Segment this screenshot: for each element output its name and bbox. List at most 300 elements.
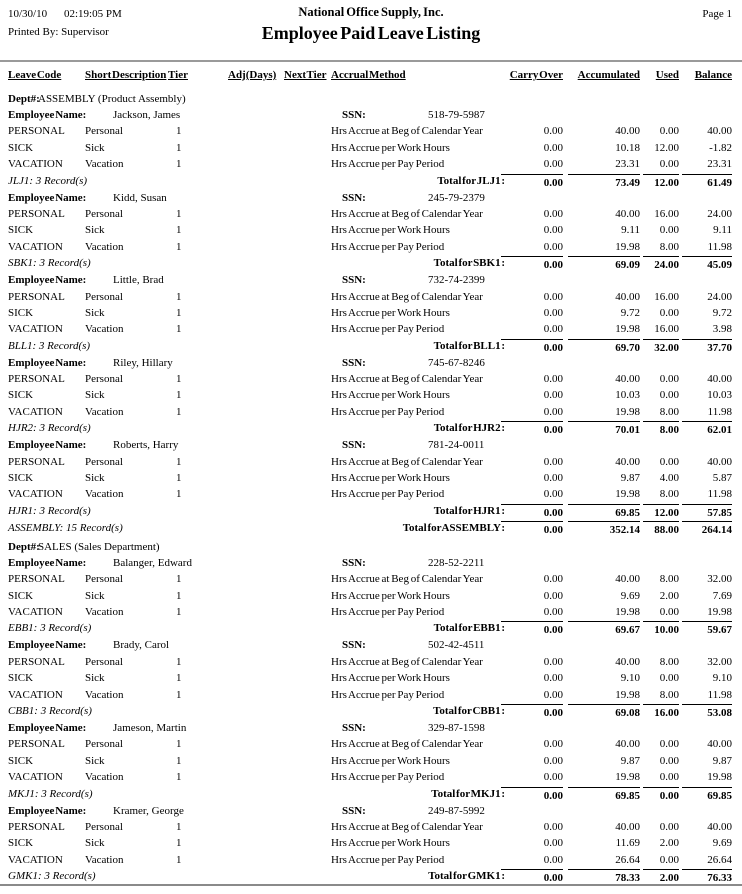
employee-name-label: Employee Name:	[8, 639, 87, 652]
carry-over-cell: 0.00	[543, 488, 563, 501]
accrual-method-cell: Hrs Accrue per Work Hours	[331, 472, 450, 485]
accumulated-cell: 23.31	[615, 158, 640, 171]
leave-row	[0, 123, 742, 139]
leave-description-cell: Personal	[85, 738, 123, 751]
leave-row	[0, 588, 742, 604]
carry-over-cell: 0.00	[543, 820, 563, 833]
leave-row	[0, 289, 742, 305]
accrual-method-cell: Hrs Accrue per Pay Period	[331, 688, 445, 701]
total-carry-over: 0.00	[501, 621, 563, 638]
employee-name-label: Employee Name:	[8, 804, 87, 817]
balance-cell: 24.00	[707, 207, 732, 220]
accumulated-cell: 19.98	[615, 688, 640, 701]
total-balance: 61.49	[682, 174, 732, 191]
leave-description-cell: Vacation	[85, 853, 124, 866]
used-cell: 8.00	[659, 688, 679, 701]
accrual-method-cell: Hrs Accrue at Beg of Calendar Year	[331, 125, 483, 138]
leave-row	[0, 470, 742, 486]
total-row	[0, 868, 742, 885]
accrual-method-cell: Hrs Accrue per Work Hours	[331, 224, 450, 237]
employee-row	[0, 803, 742, 819]
total-balance: 264.14	[682, 521, 732, 538]
leave-row	[0, 321, 742, 337]
department-row	[0, 540, 742, 555]
total-used: 88.00	[643, 521, 679, 538]
accumulated-cell: 40.00	[615, 125, 640, 138]
leave-code-cell: PERSONAL	[8, 290, 65, 303]
used-cell: 12.00	[654, 141, 679, 154]
employee-name: Kidd, Susan	[113, 191, 167, 204]
leave-row	[0, 852, 742, 868]
tier-cell: 1	[176, 158, 182, 171]
total-used: 2.00	[643, 869, 679, 886]
balance-cell: 11.98	[707, 688, 732, 701]
leave-row	[0, 305, 742, 321]
total-label: Total for JLJ1 :	[437, 174, 505, 187]
leave-code-cell: VACATION	[8, 688, 63, 701]
employee-row	[0, 720, 742, 736]
carry-over-cell: 0.00	[543, 290, 563, 303]
tier-cell: 1	[176, 655, 182, 668]
employee-name: Little, Brad	[113, 274, 164, 287]
total-carry-over: 0.00	[501, 339, 563, 356]
leave-code-cell: VACATION	[8, 853, 63, 866]
total-used: 12.00	[643, 504, 679, 521]
used-cell: 8.00	[659, 655, 679, 668]
leave-description-cell: Vacation	[85, 405, 124, 418]
leave-row	[0, 239, 742, 255]
employee-name: Roberts, Harry	[113, 439, 179, 452]
accumulated-cell: 9.72	[620, 306, 640, 319]
accumulated-cell: 40.00	[615, 207, 640, 220]
tier-cell: 1	[176, 605, 182, 618]
used-cell: 0.00	[659, 820, 679, 833]
total-row	[0, 786, 742, 803]
employee-row	[0, 555, 742, 571]
tier-cell: 1	[176, 738, 182, 751]
employee-name-label: Employee Name:	[8, 109, 87, 121]
carry-over-cell: 0.00	[543, 455, 563, 468]
leave-code-cell: PERSONAL	[8, 655, 65, 668]
employee-name: Jameson, Martin	[113, 721, 187, 734]
leave-code-cell: VACATION	[8, 405, 63, 418]
ssn-label: SSN:	[342, 109, 366, 121]
leave-code-cell: SICK	[8, 672, 34, 685]
leave-row	[0, 670, 742, 686]
print-time: 02:19:05 PM	[64, 8, 122, 20]
report-header	[0, 0, 742, 62]
accumulated-cell: 9.11	[621, 224, 640, 237]
tier-cell: 1	[176, 472, 182, 485]
employee-name: Riley, Hillary	[113, 356, 173, 369]
carry-over-cell: 0.00	[543, 323, 563, 336]
tier-cell: 1	[176, 207, 182, 220]
leave-row	[0, 486, 742, 502]
leave-row	[0, 140, 742, 156]
used-cell: 0.00	[659, 738, 679, 751]
total-label: Total for HJR2 :	[433, 422, 505, 435]
leave-code-cell: VACATION	[8, 323, 63, 336]
accumulated-cell: 19.98	[615, 771, 640, 784]
total-accumulated: 69.70	[568, 339, 640, 356]
ssn-label: SSN:	[342, 639, 366, 652]
accrual-method-cell: Hrs Accrue per Pay Period	[331, 771, 445, 784]
dept-label: Dept#:	[8, 93, 40, 105]
balance-cell: 32.00	[707, 573, 732, 586]
leave-description-cell: Personal	[85, 820, 123, 833]
accrual-method-cell: Hrs Accrue per Work Hours	[331, 389, 450, 402]
leave-description-cell: Personal	[85, 655, 123, 668]
accrual-method-cell: Hrs Accrue per Pay Period	[331, 405, 445, 418]
leave-row	[0, 654, 742, 670]
leave-row	[0, 769, 742, 785]
employee-name-label: Employee Name:	[8, 439, 87, 452]
carry-over-cell: 0.00	[543, 472, 563, 485]
page-title: Employee Paid Leave Listing	[261, 23, 481, 43]
leave-row	[0, 206, 742, 222]
leave-code-cell: PERSONAL	[8, 738, 65, 751]
balance-cell: 24.00	[707, 290, 732, 303]
carry-over-cell: 0.00	[543, 158, 563, 171]
total-row	[0, 255, 742, 272]
tier-cell: 1	[176, 771, 182, 784]
accumulated-cell: 19.98	[615, 488, 640, 501]
carry-over-cell: 0.00	[543, 405, 563, 418]
total-carry-over: 0.00	[501, 421, 563, 438]
used-cell: 0.00	[659, 125, 679, 138]
record-count: SBK1: 3 Record(s)	[8, 257, 91, 270]
accrual-method-cell: Hrs Accrue per Work Hours	[331, 306, 450, 319]
company-name: National Office Supply, Inc.	[298, 5, 444, 19]
employee-row	[0, 355, 742, 371]
accrual-method-cell: Hrs Accrue per Pay Period	[331, 605, 445, 618]
employee-name: Balanger, Edward	[113, 556, 192, 569]
ssn-label: SSN:	[342, 274, 366, 287]
leave-description-cell: Vacation	[85, 240, 124, 253]
balance-cell: 40.00	[707, 373, 732, 386]
accrual-method-cell: Hrs Accrue at Beg of Calendar Year	[331, 373, 483, 386]
used-cell: 16.00	[654, 290, 679, 303]
balance-cell: 19.98	[707, 771, 732, 784]
total-accumulated: 69.08	[568, 704, 640, 721]
carry-over-cell: 0.00	[543, 389, 563, 402]
leave-code-cell: VACATION	[8, 240, 63, 253]
accumulated-cell: 40.00	[615, 655, 640, 668]
total-carry-over: 0.00	[501, 256, 563, 273]
record-count: GMK1: 3 Record(s)	[8, 870, 96, 883]
ssn-value: 781-24-0011	[428, 439, 485, 452]
employee-row	[0, 190, 742, 206]
employee-row	[0, 107, 742, 123]
accrual-method-cell: Hrs Accrue at Beg of Calendar Year	[331, 290, 483, 303]
total-row	[0, 338, 742, 355]
tier-cell: 1	[176, 141, 182, 154]
employee-row	[0, 637, 742, 653]
used-cell: 0.00	[659, 224, 679, 237]
carry-over-cell: 0.00	[543, 589, 563, 602]
total-used: 24.00	[643, 256, 679, 273]
record-count: HJR2: 3 Record(s)	[8, 422, 91, 435]
accumulated-cell: 11.69	[615, 837, 640, 850]
leave-code-cell: PERSONAL	[8, 455, 65, 468]
leave-description-cell: Sick	[85, 389, 105, 402]
total-balance: 62.01	[682, 421, 732, 438]
ssn-label: SSN:	[342, 721, 366, 734]
tier-cell: 1	[176, 672, 182, 685]
total-carry-over: 0.00	[501, 174, 563, 191]
leave-row	[0, 736, 742, 752]
col-carry-over: Carry Over	[509, 69, 563, 81]
used-cell: 0.00	[659, 771, 679, 784]
accumulated-cell: 40.00	[615, 573, 640, 586]
accrual-method-cell: Hrs Accrue per Pay Period	[331, 853, 445, 866]
leave-row	[0, 404, 742, 420]
leave-code-cell: PERSONAL	[8, 207, 65, 220]
leave-description-cell: Vacation	[85, 771, 124, 784]
total-accumulated: 70.01	[568, 421, 640, 438]
col-next-tier: Next Tier	[284, 69, 327, 81]
page-number: Page 1	[702, 8, 732, 20]
accumulated-cell: 9.87	[620, 754, 640, 767]
tier-cell: 1	[176, 290, 182, 303]
leave-code-cell: SICK	[8, 306, 34, 319]
used-cell: 0.00	[659, 853, 679, 866]
ssn-value: 329-87-1598	[428, 721, 485, 734]
col-used: Used	[655, 69, 679, 81]
tier-cell: 1	[176, 688, 182, 701]
total-accumulated: 352.14	[568, 521, 640, 538]
leave-description-cell: Vacation	[85, 323, 124, 336]
accrual-method-cell: Hrs Accrue at Beg of Calendar Year	[331, 207, 483, 220]
bottom-divider	[0, 884, 742, 886]
total-balance: 57.85	[682, 504, 732, 521]
carry-over-cell: 0.00	[543, 605, 563, 618]
accrual-method-cell: Hrs Accrue per Pay Period	[331, 158, 445, 171]
total-used: 10.00	[643, 621, 679, 638]
tier-cell: 1	[176, 455, 182, 468]
used-cell: 2.00	[659, 589, 679, 602]
leave-code-cell: SICK	[8, 589, 34, 602]
col-accrual-method: Accrual Method	[331, 69, 406, 81]
used-cell: 0.00	[659, 605, 679, 618]
dept-name: ASSEMBLY (Product Assembly)	[38, 93, 186, 105]
leave-row	[0, 222, 742, 238]
print-date: 10/30/10	[8, 8, 48, 20]
employee-name: Brady, Carol	[113, 639, 170, 652]
used-cell: 0.00	[659, 158, 679, 171]
total-label: Total for GMK1 :	[428, 870, 505, 883]
tier-cell: 1	[176, 224, 182, 237]
accrual-method-cell: Hrs Accrue per Work Hours	[331, 672, 450, 685]
leave-code-cell: SICK	[8, 389, 34, 402]
printed-by: Printed By: Supervisor	[8, 26, 109, 38]
balance-cell: 7.69	[712, 589, 732, 602]
total-accumulated: 69.85	[568, 787, 640, 804]
ssn-value: 502-42-4511	[428, 639, 485, 652]
ssn-value: 245-79-2379	[428, 191, 485, 204]
balance-cell: -1.82	[709, 141, 732, 154]
leave-row	[0, 156, 742, 172]
balance-cell: 11.98	[707, 240, 732, 253]
accumulated-cell: 40.00	[615, 455, 640, 468]
accrual-method-cell: Hrs Accrue per Pay Period	[331, 240, 445, 253]
tier-cell: 1	[176, 853, 182, 866]
used-cell: 0.00	[659, 373, 679, 386]
balance-cell: 40.00	[707, 455, 732, 468]
used-cell: 0.00	[659, 672, 679, 685]
carry-over-cell: 0.00	[543, 655, 563, 668]
balance-cell: 40.00	[707, 125, 732, 138]
total-carry-over: 0.00	[501, 704, 563, 721]
accrual-method-cell: Hrs Accrue at Beg of Calendar Year	[331, 455, 483, 468]
accrual-method-cell: Hrs Accrue at Beg of Calendar Year	[331, 738, 483, 751]
balance-cell: 40.00	[707, 738, 732, 751]
leave-description-cell: Sick	[85, 472, 105, 485]
accumulated-cell: 19.98	[615, 240, 640, 253]
dept-name: SALES (Sales Department)	[38, 540, 160, 553]
column-header-row	[0, 62, 742, 92]
used-cell: 0.00	[659, 389, 679, 402]
total-label: Total for BLL1 :	[433, 339, 505, 352]
ssn-value: 518-79-5987	[428, 109, 485, 121]
balance-cell: 26.64	[707, 853, 732, 866]
leave-row	[0, 571, 742, 587]
leave-description-cell: Sick	[85, 589, 105, 602]
carry-over-cell: 0.00	[543, 853, 563, 866]
record-count: HJR1: 3 Record(s)	[8, 504, 91, 517]
accumulated-cell: 40.00	[615, 373, 640, 386]
tier-cell: 1	[176, 405, 182, 418]
tier-cell: 1	[176, 589, 182, 602]
balance-cell: 5.87	[712, 472, 732, 485]
tier-cell: 1	[176, 240, 182, 253]
leave-description-cell: Sick	[85, 224, 105, 237]
total-row	[0, 173, 742, 190]
total-row	[0, 503, 742, 520]
total-row	[0, 520, 742, 537]
balance-cell: 9.72	[712, 306, 732, 319]
employee-name-label: Employee Name:	[8, 191, 87, 204]
ssn-label: SSN:	[342, 191, 366, 204]
record-count: CBB1: 3 Record(s)	[8, 704, 92, 717]
used-cell: 8.00	[659, 240, 679, 253]
total-used: 32.00	[643, 339, 679, 356]
balance-cell: 32.00	[707, 655, 732, 668]
leave-row	[0, 387, 742, 403]
total-balance: 53.08	[682, 704, 732, 721]
used-cell: 16.00	[654, 323, 679, 336]
carry-over-cell: 0.00	[543, 672, 563, 685]
leave-code-cell: SICK	[8, 224, 34, 237]
employee-name: Kramer, George	[113, 804, 184, 817]
leave-description-cell: Sick	[85, 306, 105, 319]
tier-cell: 1	[176, 389, 182, 402]
leave-code-cell: SICK	[8, 837, 34, 850]
accrual-method-cell: Hrs Accrue per Work Hours	[331, 837, 450, 850]
leave-code-cell: VACATION	[8, 488, 63, 501]
accumulated-cell: 40.00	[615, 820, 640, 833]
used-cell: 8.00	[659, 573, 679, 586]
accumulated-cell: 10.03	[615, 389, 640, 402]
ssn-label: SSN:	[342, 439, 366, 452]
leave-code-cell: PERSONAL	[8, 573, 65, 586]
total-label: Total for ASSEMBLY :	[402, 521, 505, 534]
used-cell: 4.00	[659, 472, 679, 485]
tier-cell: 1	[176, 125, 182, 138]
total-label: Total for SBK1 :	[433, 257, 505, 270]
accumulated-cell: 26.64	[615, 853, 640, 866]
total-accumulated: 69.09	[568, 256, 640, 273]
accumulated-cell: 19.98	[615, 405, 640, 418]
ssn-value: 249-87-5992	[428, 804, 485, 817]
total-used: 0.00	[643, 787, 679, 804]
total-accumulated: 73.49	[568, 174, 640, 191]
ssn-label: SSN:	[342, 804, 366, 817]
total-label: Total for EBB1 :	[433, 622, 505, 635]
leave-description-cell: Sick	[85, 754, 105, 767]
leave-code-cell: VACATION	[8, 771, 63, 784]
ssn-label: SSN:	[342, 356, 366, 369]
used-cell: 8.00	[659, 488, 679, 501]
total-balance: 69.85	[682, 787, 732, 804]
balance-cell: 9.69	[712, 837, 732, 850]
employee-name-label: Employee Name:	[8, 721, 87, 734]
used-cell: 0.00	[659, 455, 679, 468]
tier-cell: 1	[176, 754, 182, 767]
leave-description-cell: Personal	[85, 455, 123, 468]
report-body	[0, 92, 742, 885]
leave-code-cell: SICK	[8, 141, 34, 154]
ssn-value: 732-74-2399	[428, 274, 485, 287]
leave-code-cell: SICK	[8, 754, 34, 767]
used-cell: 0.00	[659, 754, 679, 767]
total-accumulated: 78.33	[568, 869, 640, 886]
carry-over-cell: 0.00	[543, 754, 563, 767]
accumulated-cell: 40.00	[615, 738, 640, 751]
ssn-label: SSN:	[342, 556, 366, 569]
tier-cell: 1	[176, 323, 182, 336]
carry-over-cell: 0.00	[543, 771, 563, 784]
accumulated-cell: 40.00	[615, 290, 640, 303]
balance-cell: 9.87	[712, 754, 732, 767]
total-used: 16.00	[643, 704, 679, 721]
dept-label: Dept#:	[8, 540, 40, 553]
total-row	[0, 420, 742, 437]
leave-code-cell: VACATION	[8, 605, 63, 618]
leave-description-cell: Personal	[85, 125, 123, 138]
employee-name-label: Employee Name:	[8, 556, 87, 569]
carry-over-cell: 0.00	[543, 125, 563, 138]
accumulated-cell: 19.98	[615, 323, 640, 336]
leave-description-cell: Vacation	[85, 605, 124, 618]
tier-cell: 1	[176, 837, 182, 850]
total-used: 12.00	[643, 174, 679, 191]
employee-row	[0, 437, 742, 453]
carry-over-cell: 0.00	[543, 240, 563, 253]
balance-cell: 9.11	[713, 224, 732, 237]
accumulated-cell: 9.69	[620, 589, 640, 602]
total-used: 8.00	[643, 421, 679, 438]
record-count: JLJ1: 3 Record(s)	[8, 174, 88, 187]
leave-description-cell: Personal	[85, 290, 123, 303]
record-count: EBB1: 3 Record(s)	[8, 622, 92, 635]
col-tier: Tier	[168, 69, 188, 81]
accrual-method-cell: Hrs Accrue per Pay Period	[331, 323, 445, 336]
balance-cell: 9.10	[712, 672, 732, 685]
balance-cell: 40.00	[707, 820, 732, 833]
balance-cell: 3.98	[712, 323, 732, 336]
total-label: Total for HJR1 :	[433, 504, 505, 517]
